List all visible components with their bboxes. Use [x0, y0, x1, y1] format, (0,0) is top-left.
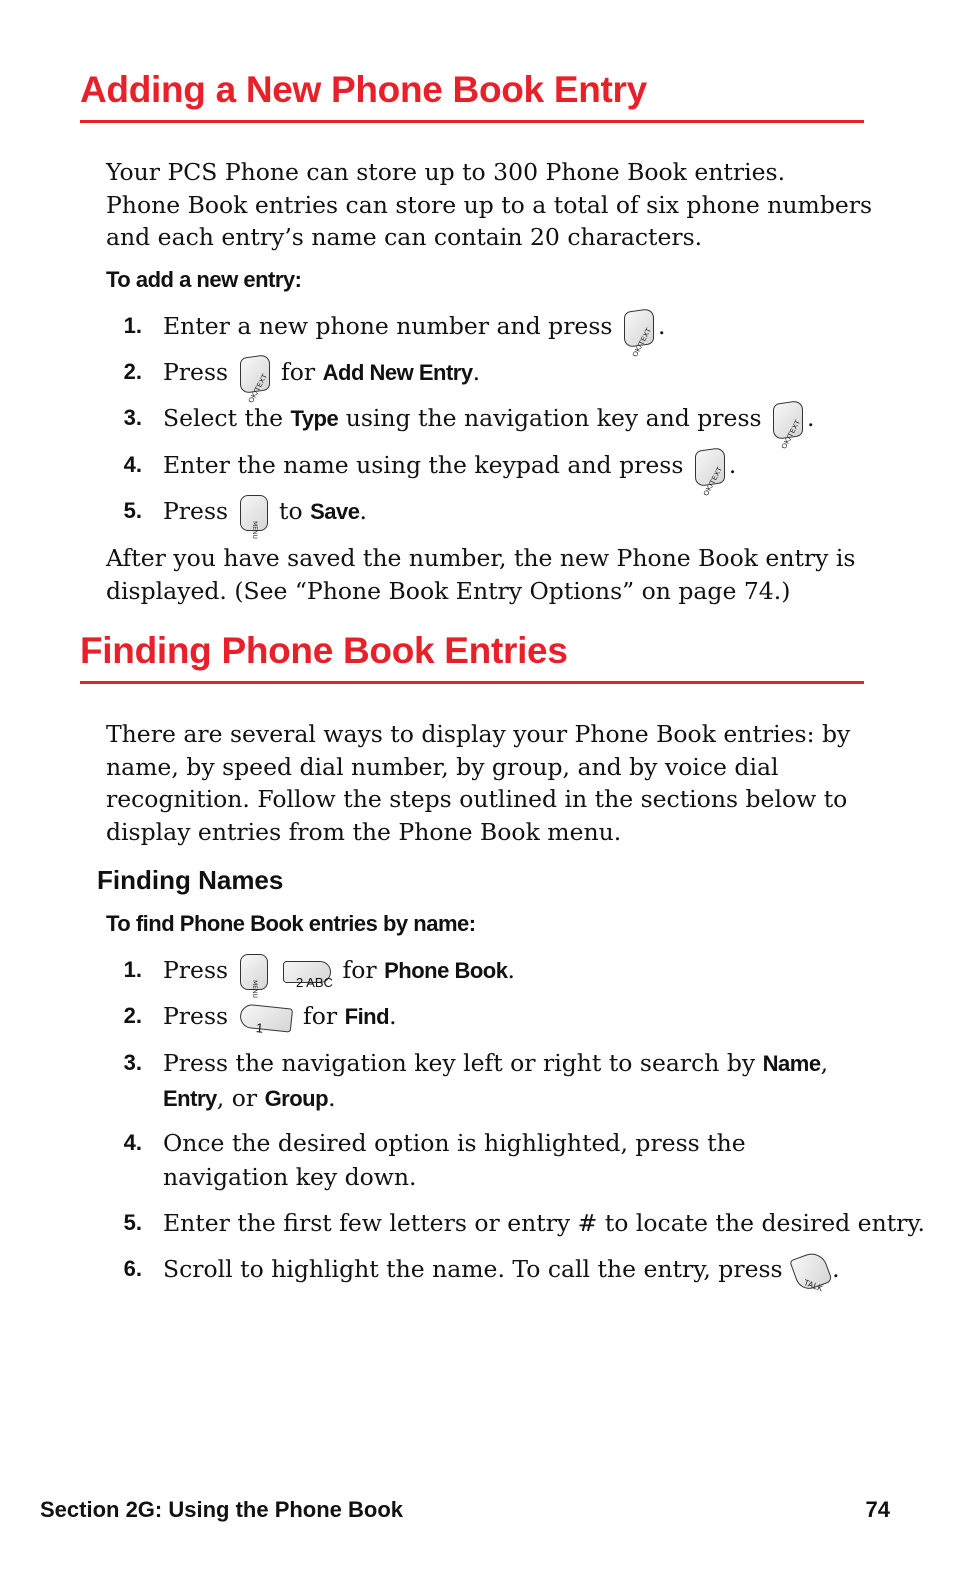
key-1-icon: 1 [238, 1003, 292, 1032]
list-item [0, 398, 900, 450]
step-text-part: Press [163, 497, 229, 525]
menu-option-name: Type [290, 406, 339, 431]
list-item [0, 491, 900, 539]
list-item [0, 306, 900, 358]
menu-option-name: Add New Entry [322, 360, 473, 385]
step-text [163, 398, 875, 450]
step-text-part: Press [163, 956, 229, 984]
step-text-part: . [389, 1002, 397, 1030]
page-number: 74 [865, 1497, 890, 1522]
after-save-paragraph: After you have saved the number, the new Phone Book entry is displayed. (See “Phone Book Entry Options” on page 74.) [106, 544, 856, 605]
list-item [0, 1249, 900, 1293]
step-number: 3. [123, 1050, 142, 1075]
step-text-part: for [281, 358, 316, 386]
step-number: 1. [123, 957, 142, 982]
menu-option-name: Save [310, 499, 360, 524]
step-text [163, 1046, 875, 1116]
step-text-part: Enter a new phone number and press [163, 312, 613, 340]
ok-key-icon: OK/TEXT [695, 446, 725, 486]
step-text-part: Press [163, 358, 229, 386]
step-text-part: , [820, 1049, 829, 1077]
lead-find-by-name: To find Phone Book entries by name: [106, 911, 476, 936]
step-text-part: . [359, 497, 367, 525]
step-text-part: Scroll to highlight the name. To call the entry, press [163, 1255, 783, 1283]
step-number: 2. [123, 359, 142, 384]
menu-key-icon: MENU [240, 954, 268, 990]
step-text-part: . [832, 1255, 840, 1283]
step-text: Once the desired option is highlighted, press the navigation key down. [163, 1129, 746, 1191]
ok-key-icon: OK/TEXT [624, 307, 654, 347]
list-item [0, 352, 900, 404]
list-item [0, 445, 900, 497]
menu-option-name: Name [762, 1051, 821, 1076]
step-text-part: Select the [163, 404, 283, 432]
section-title-adding-entry: Adding a New Phone Book Entry [80, 68, 864, 123]
step-text-part: Press [163, 1002, 229, 1030]
step-number: 5. [123, 1210, 142, 1235]
menu-option-name: Find [344, 1004, 390, 1029]
intro-paragraph [106, 156, 876, 254]
step-text [163, 352, 875, 404]
step-number: 3. [123, 405, 142, 430]
step-text-part: . [507, 956, 515, 984]
step-text-part: . [328, 1084, 336, 1112]
list-item [0, 1043, 900, 1119]
step-text-part: using the navigation key and press [345, 404, 762, 432]
menu-key-icon: MENU [240, 495, 268, 531]
step-number: 6. [123, 1256, 142, 1281]
step-text-part: . [472, 358, 481, 386]
footer-section-label: Section 2G: Using the Phone Book [40, 1497, 404, 1522]
step-text-part: , or [216, 1084, 258, 1112]
finding-intro-paragraph: There are several ways to display your Phone Book entries: by name, by speed dial number, by group, and by voice dial recognition. Follow the steps outlined in the sections below to display entries from the Phone Book menu. [106, 720, 851, 846]
step-number: 2. [123, 1003, 142, 1028]
step-text-part: to [279, 497, 303, 525]
step-number: 4. [123, 452, 142, 477]
subheading-finding-names: Finding Names [97, 865, 284, 895]
ok-key-icon: OK/TEXT [240, 353, 270, 393]
step-text-part: . [657, 312, 666, 340]
step-text-part: for [342, 956, 377, 984]
key-2-icon: 2 ABC [283, 961, 331, 983]
intro-line-2: Phone Book entries can store up to a total of six phone numbers and each entry’s name can contain 20 characters. [106, 190, 873, 251]
intro-line-1: Your PCS Phone can store up to 300 Phone Book entries. [106, 158, 786, 186]
step-number: 1. [123, 313, 142, 338]
step-number: 4. [123, 1130, 142, 1155]
talk-key-icon: TALK [789, 1249, 833, 1293]
list-item [0, 1123, 900, 1199]
list-item [0, 950, 900, 998]
section-title-finding-entries: Finding Phone Book Entries [80, 629, 864, 684]
step-text-part: Enter the name using the keypad and press [163, 451, 684, 479]
step-text [163, 1249, 875, 1293]
step-number: 5. [123, 498, 142, 523]
step-text [163, 306, 875, 358]
menu-option-name: Group [264, 1086, 329, 1111]
step-text [163, 950, 875, 998]
step-text-part: . [728, 451, 737, 479]
step-text-part: Press the navigation key left or right to search by [163, 1049, 756, 1077]
ok-key-icon: OK/TEXT [773, 399, 803, 439]
step-text [163, 491, 875, 539]
step-text [163, 445, 875, 497]
step-text-part: for [303, 1002, 338, 1030]
menu-option-name: Phone Book [384, 958, 508, 983]
step-text-part: . [807, 404, 815, 432]
list-item [0, 1203, 926, 1243]
menu-option-name: Entry [163, 1086, 217, 1111]
step-text: Enter the first few letters or entry # to locate the desired entry. [163, 1209, 926, 1237]
step-text [163, 996, 875, 1037]
list-item [0, 996, 900, 1036]
lead-add-entry: To add a new entry: [106, 267, 302, 292]
